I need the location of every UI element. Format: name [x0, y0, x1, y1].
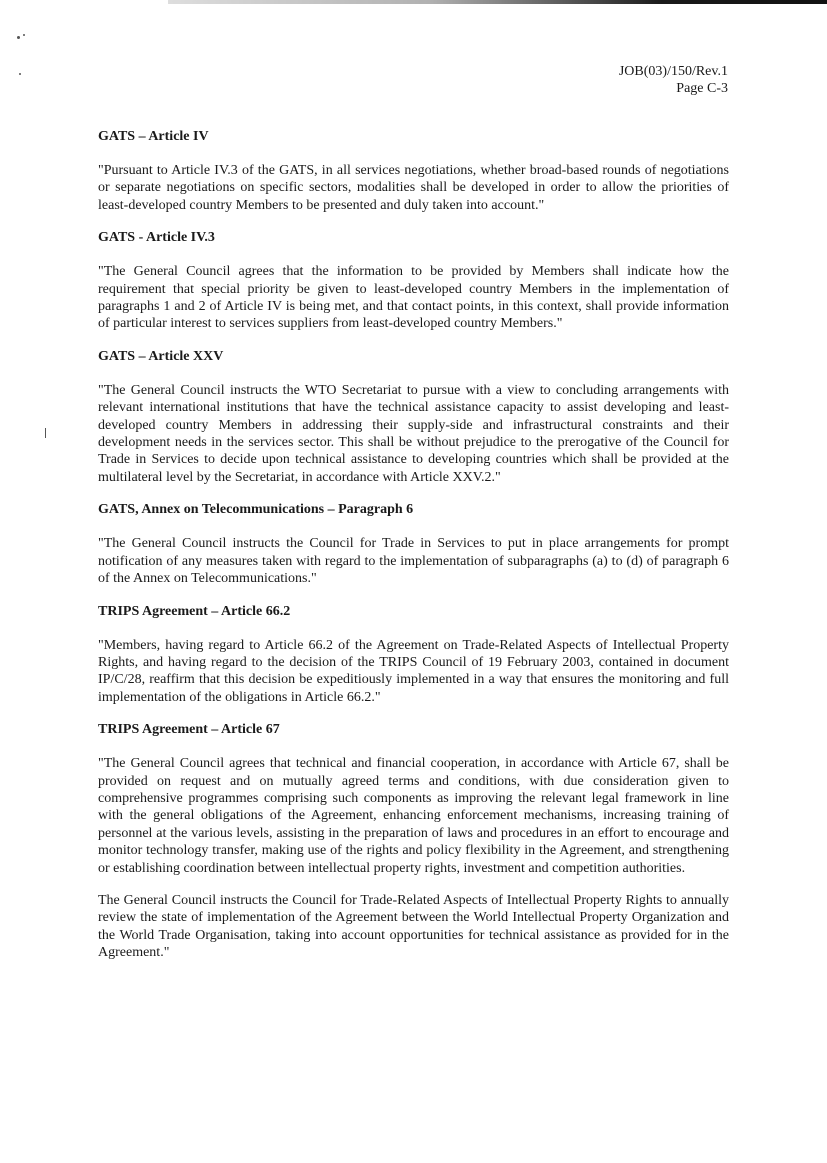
section-heading: TRIPS Agreement – Article 66.2	[98, 603, 291, 619]
scan-speck	[17, 36, 20, 39]
section-heading: GATS - Article IV.3	[98, 230, 215, 246]
scan-speck	[23, 34, 25, 36]
page-header	[619, 63, 728, 97]
section-heading: TRIPS Agreement – Article 67	[98, 722, 280, 738]
section-paragraph: "The General Council instructs the WTO Secretariat to pursue with a view to concluding arrangements with relevant international institutions that have the technical assistance capacity to assist developing and least-developed country Members in addressing their supply-side and infrastructural constraints and their development needs in the services sector. This shall be without prejudice to the prerogative of the Council for Trade in Services to decide upon technical assistance to developing countries which shall be provided at the multilateral level by the Secretariat, in accordance with Article XXV.2."	[98, 382, 729, 485]
section-gats-article-iv-3	[98, 229, 729, 333]
section-paragraph: "Members, having regard to Article 66.2 of the Agreement on Trade-Related Aspects of Intellectual Property Rights, and having regard to the decision of the TRIPS Council of 19 February 2003, contained in document IP/C/28, reaffirm that this decision be expeditiously implemented in a way that ensures the monitoring and full implementation of the obligations in Article 66.2."	[98, 637, 729, 705]
section-heading: GATS, Annex on Telecommunications – Paragraph 6	[98, 502, 414, 518]
section-gats-article-xxv	[98, 348, 729, 486]
section-gats-annex-telecommunications	[98, 501, 729, 587]
document-symbol: JOB(03)/150/Rev.1	[618, 64, 728, 79]
section-paragraph: "The General Council agrees that technical and financial cooperation, in accordance with Article 67, shall be provided on request and on mutually agreed terms and conditions, with due consideration given to comprehensive programmes comprising such components as improving the relevant legal framework in line with the general obligations of the Agreement, enhancing enforcement mechanisms, increasing training of personnel at the various levels, assisting in the preparation of laws and procedures in an effort to encourage and monitor technology transfer, making use of the rights and policy flexibility in the Agreement, and strengthening or establishing coordination between intellectual property rights, investment and competition authorities.	[98, 756, 729, 876]
section-trips-article-67	[98, 721, 729, 961]
section-heading: GATS – Article XXV	[98, 348, 224, 364]
section-paragraph: "The General Council agrees that the information to be provided by Members shall indicate how the requirement that special priority be given to least-developed country Members in the implementation of paragraphs 1 and 2 of Article IV is being met, and that contact points, in this context, shall provide information of particular interest to services suppliers from least-developed country Members."	[98, 264, 729, 332]
page-number: Page C-3	[676, 81, 728, 96]
section-paragraph: "Pursuant to Article IV.3 of the GATS, in all services negotiations, whether broad-based rounds of negotiations or separate negotiations on specific sectors, modalities shall be developed in order to allow the priorities of least-developed country Members to be presented and duly taken into account."	[98, 163, 729, 213]
section-heading: GATS – Article IV	[98, 129, 209, 144]
scan-speck	[45, 428, 46, 438]
scan-top-rule	[168, 0, 827, 4]
section-trips-article-66-2	[98, 603, 729, 707]
section-paragraph: The General Council instructs the Council for Trade-Related Aspects of Intellectual Property Rights to annually review the state of implementation of the Agreement between the World Intellectual Property Organization and the World Trade Organisation, taking into account opportunities for technical assistance as provided for in the Agreement."	[98, 892, 729, 961]
document-body	[98, 128, 729, 977]
section-paragraph: "The General Council instructs the Council for Trade in Services to put in place arrangements for prompt notification of any measures taken with regard to the implementation of subparagraphs (a) to (d) of paragraph 6 of the Annex on Telecommunications."	[98, 536, 729, 587]
section-gats-article-iv	[98, 128, 729, 214]
scan-speck	[19, 73, 21, 75]
